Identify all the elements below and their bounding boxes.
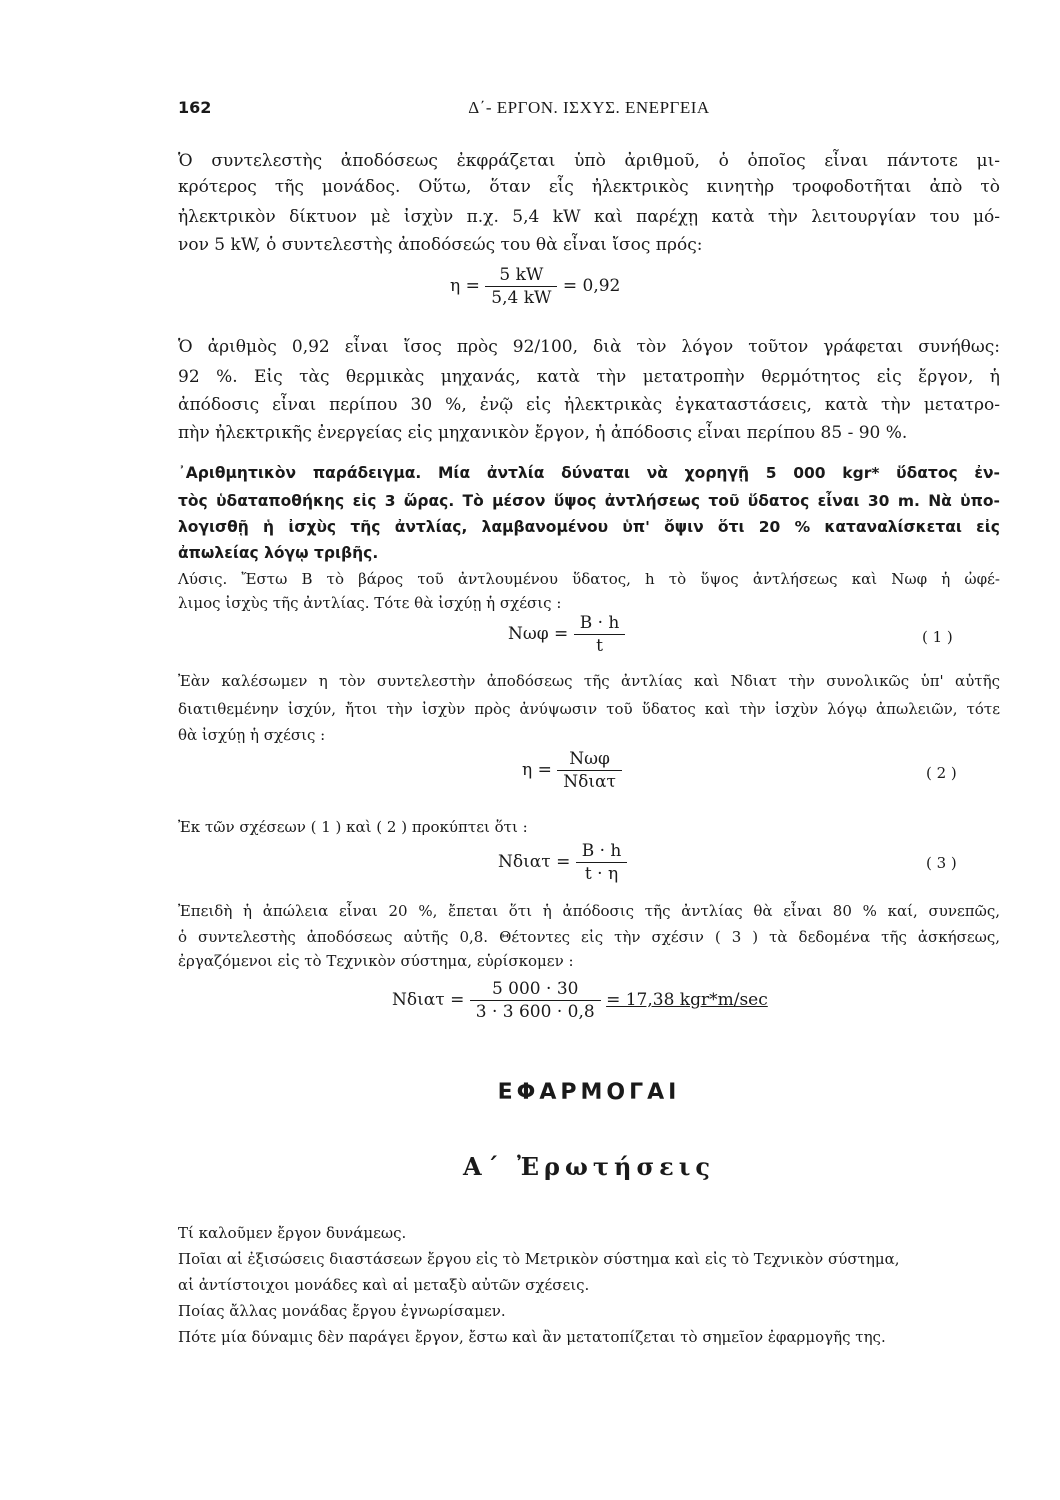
eq-numerator: 5 kW bbox=[485, 264, 557, 287]
eq-numerator: B · h bbox=[576, 840, 628, 863]
eq-fraction bbox=[557, 748, 622, 793]
question-item: Τί καλοῦμεν ἔργον δυνάμεως. bbox=[178, 1224, 407, 1242]
equation-3 bbox=[498, 840, 627, 885]
eq-lhs: Nωφ = bbox=[508, 624, 569, 644]
eq-result: = 17,38 kgr*m/sec bbox=[606, 990, 768, 1010]
para4-line: Ἐκ τῶν σχέσεων ( 1 ) καὶ ( 2 ) προκύπτει ὅτι : bbox=[178, 818, 528, 836]
result-equation bbox=[392, 978, 768, 1023]
para1-line: κρότερος τῆς μονάδος. Οὕτω, ὅταν εἷς ἠλεκτρικὸς κινητὴρ τροφοδοτῆται ἀπὸ τὸ bbox=[178, 177, 1000, 197]
example-line: ᾿Αριθμητικὸν παράδειγμα. Μία ἀντλία δύναται νὰ χορηγῇ 5 000 kgr* ὕδατος ἐν- bbox=[178, 464, 1000, 482]
eq-fraction bbox=[574, 612, 626, 657]
example-line: λογισθῇ ἡ ἰσχὺς τῆς ἀντλίας, λαμβανομένου ὑπ' ὄψιν ὅτι 20 % καταναλίσκεται εἰς bbox=[178, 518, 1000, 536]
section-subtitle: Α΄ Ἐρωτήσεις bbox=[463, 1152, 715, 1181]
example-line: ἀπωλείας λόγῳ τριβῆς. bbox=[178, 544, 379, 562]
para2-line: 92 %. Εἰς τὰς θερμικὰς μηχανάς, κατὰ τὴν μετατροπὴν θερμότητος εἰς ἔργον, ἡ bbox=[178, 367, 1000, 387]
eq-denominator: 3 · 3 600 · 0,8 bbox=[475, 1002, 595, 1022]
para2-line: ἀπόδοσις εἶναι περίπου 30 %, ἐνῷ εἰς ἠλεκτρικὰς ἐγκαταστάσεις, κατὰ τὴν μετατρο- bbox=[178, 395, 1000, 415]
para1-line: νον 5 kW, ὁ συντελεστὴς ἀποδόσεώς του θὰ εἶναι ἴσος πρός: bbox=[178, 235, 703, 255]
para5-line: Ἐπειδὴ ἡ ἀπώλεια εἶναι 20 %, ἔπεται ὅτι ἡ ἀπόδοσις τῆς ἀντλίας θὰ εἶναι 80 % καί, συνεπῶς, bbox=[178, 902, 1000, 920]
eq-denominator: 5,4 kW bbox=[491, 288, 552, 308]
eq-denominator: t · η bbox=[584, 864, 619, 884]
para2-line: πὴν ἠλεκτρικῆς ἐνεργείας εἰς μηχανικὸν ἔργον, ἡ ἀπόδοσις εἶναι περίπου 85 - 90 %. bbox=[178, 423, 908, 443]
eq-lhs: η = bbox=[450, 276, 480, 296]
para1-line: ἠλεκτρικὸν δίκτυον μὲ ἰσχὺν π.χ. 5,4 kW καὶ παρέχῃ κατὰ τὴν λειτουργίαν του μό- bbox=[178, 207, 1000, 227]
para3-line: θὰ ἰσχύῃ ἡ σχέσις : bbox=[178, 726, 326, 744]
eq-fraction bbox=[576, 840, 628, 885]
question-item: Ποῖαι αἱ ἐξισώσεις διαστάσεων ἔργου εἰς τὸ Μετρικὸν σύστημα καὶ εἰς τὸ Τεχνικὸν σύστημα, bbox=[178, 1250, 900, 1268]
equation-1 bbox=[508, 612, 625, 657]
eq-rhs: = 0,92 bbox=[562, 276, 621, 296]
example-line: τὸς ὑδαταποθήκης εἰς 3 ὥρας. Τὸ μέσον ὕψος ἀντλήσεως τοῦ ὕδατος εἶναι 30 m. Νὰ ὑπο- bbox=[178, 492, 1000, 510]
para3-line: Ἐὰν καλέσωμεν η τὸν συντελεστὴν ἀποδόσεως τῆς ἀντλίας καὶ Nδιατ τὴν συνολικῶς ὑπ' αὐτῆς bbox=[178, 672, 1000, 690]
equation-number: ( 3 ) bbox=[926, 854, 957, 872]
solution-line: λιμος ἰσχὺς τῆς ἀντλίας. Τότε θὰ ἰσχύῃ ἡ σχέσις : bbox=[178, 594, 562, 612]
eq-lhs: Nδιατ = bbox=[392, 990, 465, 1010]
question-item: Πότε μία δύναμις δὲν παράγει ἔργον, ἔστω καὶ ἂν μετατοπίζεται τὸ σημεῖον ἐφαρμογῆς της. bbox=[178, 1328, 886, 1346]
eq-fraction bbox=[485, 264, 557, 309]
equation-number: ( 2 ) bbox=[926, 764, 957, 782]
section-title: ΕΦΑΡΜΟΓΑΙ bbox=[497, 1080, 681, 1105]
eq-fraction bbox=[470, 978, 601, 1023]
eq-numerator: B · h bbox=[574, 612, 626, 635]
equation-number: ( 1 ) bbox=[922, 628, 953, 646]
eq-lhs: Nδιατ = bbox=[498, 852, 571, 872]
running-title: Δ΄- ΕΡΓΟΝ. ΙΣΧΥΣ. ΕΝΕΡΓΕΙΑ bbox=[468, 98, 710, 117]
question-item: Ποίας ἄλλας μονάδας ἔργου ἐγνωρίσαμεν. bbox=[178, 1302, 506, 1320]
solution-line: Λύσις. Ἔστω B τὸ βάρος τοῦ ἀντλουμένου ὕδατος, h τὸ ὕψος ἀντλήσεως καὶ Nωφ ἡ ὠφέ- bbox=[178, 570, 1000, 588]
para1-line: Ὁ συντελεστὴς ἀποδόσεως ἐκφράζεται ὑπὸ ἀριθμοῦ, ὁ ὁποῖος εἶναι πάντοτε μι- bbox=[178, 151, 1000, 171]
para2-line: Ὁ ἀριθμὸς 0,92 εἶναι ἴσος πρὸς 92/100, διὰ τὸν λόγον τοῦτον γράφεται συνήθως: bbox=[178, 337, 1000, 357]
efficiency-equation bbox=[450, 264, 620, 309]
eq-denominator: Nδιατ bbox=[563, 772, 616, 792]
eq-lhs: η = bbox=[522, 760, 552, 780]
question-item: αἱ ἀντίστοιχοι μονάδες καὶ αἱ μεταξὺ αὐτῶν σχέσεις. bbox=[178, 1276, 590, 1294]
page-number: 162 bbox=[178, 98, 212, 117]
page-header bbox=[178, 98, 1000, 124]
equation-2 bbox=[522, 748, 622, 793]
eq-denominator: t bbox=[596, 636, 603, 656]
para5-line: ἐργαζόμενοι εἰς τὸ Τεχνικὸν σύστημα, εὑρίσκομεν : bbox=[178, 952, 574, 970]
para3-line: διατιθεμένην ἰσχύν, ἤτοι τὴν ἰσχὺν πρὸς ἀνύψωσιν τοῦ ὕδατος καὶ τὴν ἰσχὺν λόγῳ ἀπωλειῶν, τότε bbox=[178, 700, 1000, 718]
eq-numerator: 5 000 · 30 bbox=[470, 978, 601, 1001]
eq-numerator: Nωφ bbox=[557, 748, 622, 771]
para5-line: ὁ συντελεστὴς ἀποδόσεως αὐτῆς 0,8. Θέτοντες εἰς τὴν σχέσιν ( 3 ) τὰ δεδομένα τῆς ἀσκήσεως, bbox=[178, 928, 1000, 946]
